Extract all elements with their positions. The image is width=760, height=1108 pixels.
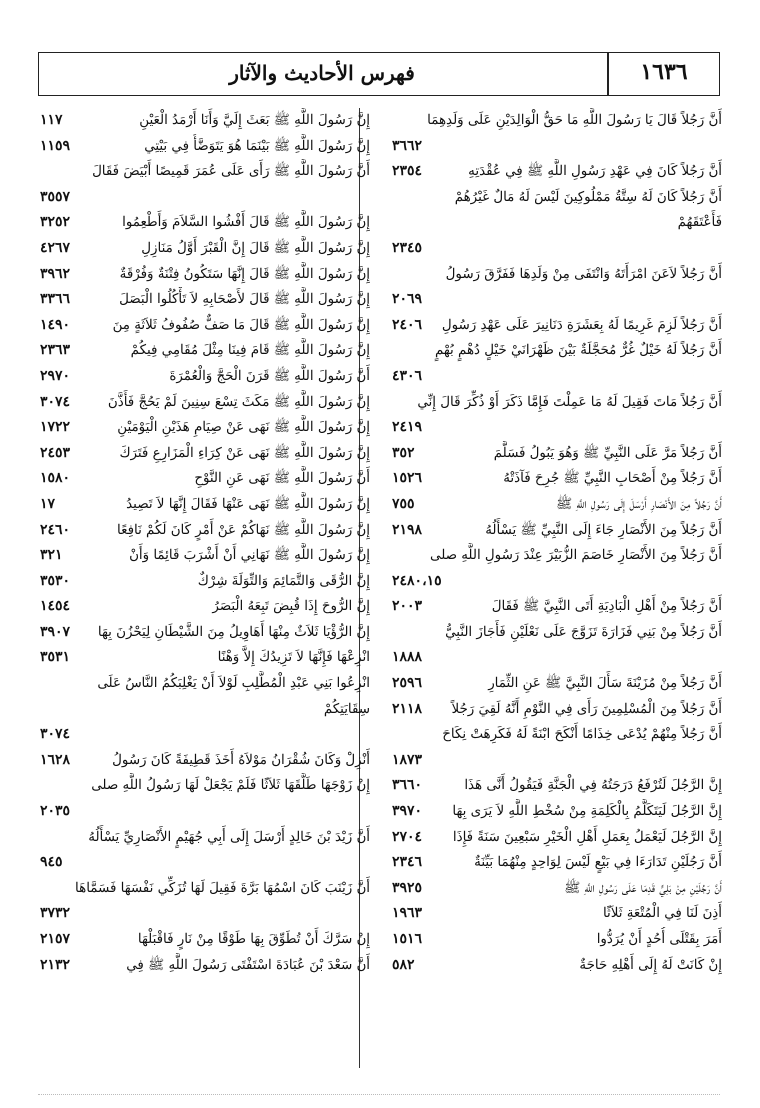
index-entry — [40, 415, 370, 441]
entry-text: أَنَّ رَجُلَيْنِ تَدَارَءَا فِي بَيْعٍ لَيْسَ لِوَاحِدٍ مِنْهُمَا بَيِّنَةٌ — [474, 855, 722, 871]
entry-text: أَنَّ رَجُلاً مِنَ الأَنْصَارِ خَاصَمَ الزُّبَيْرَ عِنْدَ رَسُولِ اللَّهِ صلى — [430, 548, 722, 564]
entry-number: ٢٣٤٥ — [392, 239, 423, 256]
entry-text: إِنَّ رَسُولَ اللَّهِ ﷺ نَهَى عَنْ صِيَامِ هَذَيْنِ الْيَوْمَيْنِ — [117, 420, 370, 436]
index-entry — [392, 773, 722, 799]
entry-text: إِنَّ رَسُولَ اللَّهِ ﷺ قَالَ إِنَّ الْقَبْرَ أَوَّلُ مَنَازِلِ — [141, 240, 370, 256]
index-entry — [392, 441, 722, 467]
entry-number: ٤٣٠٦ — [392, 367, 423, 384]
entry-number: ١٥٨٠ — [40, 470, 71, 487]
index-entry — [392, 390, 722, 441]
index-entry — [40, 876, 370, 927]
index-entry — [40, 953, 370, 979]
entry-number: ٢٠٣٥ — [40, 803, 71, 820]
index-entry — [40, 287, 370, 313]
index-entry — [392, 799, 722, 825]
index-entry — [40, 390, 370, 416]
entry-text: أَنَّ رَجُلاً مَاتَ فَقِيلَ لَهُ مَا عَمِلْتَ فَإِمَّا ذَكَرَ أَوْ ذُكِّرَ قَالَ إِنِّي — [417, 394, 722, 410]
entry-number: ٢٥٩٦ — [392, 675, 423, 692]
entry-text: أَنَّ رَجُلاً قَالَ يَا رَسُولَ اللَّهِ مَا حَقُّ الْوَالِدَيْنِ عَلَى وَلَدِهِمَا — [427, 113, 722, 128]
entry-text: أَنَّ رَسُولَ اللَّهِ ﷺ رَأَى عَلَى عُمَرَ قَمِيصًا أَبْيَضَ فَقَالَ — [92, 164, 370, 180]
entry-text: أَنَّ رَجُلاً مِنْهُمْ يُدْعَى خِذَامًا أَنْكَحَ ابْنَةً لَهُ فَكَرِهَتْ نِكَاحَ — [442, 727, 722, 743]
index-entry — [392, 185, 722, 262]
index-entry — [40, 262, 370, 288]
entry-number: ٣٥٥٧ — [40, 188, 71, 205]
header-divider — [607, 53, 609, 95]
entry-text: أَنَّ رَجُلاً كَانَ فِي عَهْدِ رَسُولِ اللَّهِ ﷺ فِي عُقْدَتِهِ — [468, 164, 722, 180]
index-entry — [40, 927, 370, 953]
entry-number: ٢٩٧٠ — [40, 367, 71, 384]
entry-text: أَنَّ رَجُلاً مِنْ بَنِي فَزَارَةَ تَزَوَّجَ عَلَى نَعْلَيْنِ فَأَجَازَ النَّبِيُّ — [445, 624, 722, 640]
index-entry — [40, 210, 370, 236]
entry-text: إِنَّ رَسُولَ اللَّهِ ﷺ قَامَ فِينَا مِثْلَ مُقَامِي فِيكُمْ — [130, 343, 370, 359]
entry-text: أَنَّ رَجُلاً مِنْ أَصْحَابِ النَّبِيِّ ﷺ جُرِحَ فَآذَتْهُ — [503, 471, 722, 487]
entry-text: أَنَّ رَجُلاً مِنَ الْمُسْلِمِينَ رَأَى فِي النَّوْمِ أَنَّهُ لَقِيَ رَجُلاً — [451, 701, 722, 717]
entry-text: أَنَّ رَجُلاً لَهُ خَيْلٌ غُرٌّ مُحَجَّلَةٌ بَيْنَ ظَهْرَانَيْ خَيْلٍ دُهْمٍ بُهْمٍ — [434, 343, 722, 359]
entry-number: ٣٠٧٤ — [40, 393, 71, 410]
index-entry — [40, 492, 370, 518]
entry-number: ١١٧ — [40, 112, 63, 128]
entry-number: ١٥١٦ — [392, 931, 423, 947]
entry-number: ٣٠٧٤ — [40, 726, 71, 743]
index-entry — [392, 927, 722, 953]
entry-number: ١٧ — [40, 495, 56, 512]
entry-number: ٥٨٢ — [392, 956, 415, 973]
entry-text: فَأَعْتَقَهُمْ — [677, 215, 722, 231]
left-column — [40, 108, 370, 1088]
entry-text: أَنَّ رَجُلَيْنِ مِنْ بَلِيٍّ قَدِمَا عَلَى رَسُولِ اللَّهِ ﷺ — [564, 880, 722, 896]
entry-number: ١٧٢٢ — [40, 419, 71, 436]
index-entry — [40, 466, 370, 492]
entry-text: إِنَّ رَسُولَ اللَّهِ ﷺ نَهَانِي أَنْ أَشْرَبَ قَائِمًا وَأَنْ — [129, 548, 370, 564]
entry-text: إِنَّ رَسُولَ اللَّهِ ﷺ بَعَثَ إِلَيَّ وَأَنَا أَرْمَدُ الْعَيْنِ — [139, 113, 370, 128]
entry-text: أَمَرَ بِقَتْلَى أُحُدٍ أَنْ يُرَدُّوا — [596, 932, 722, 947]
entry-number: ٣٧٣٢ — [40, 905, 71, 922]
entry-text: أَنَّ رَجُلاً لَزِمَ غَرِيمًا لَهُ بِعَشَرَةِ دَنَانِيرَ عَلَى عَهْدِ رَسُولِ — [441, 317, 722, 333]
index-entry — [40, 671, 370, 748]
entry-number: ٣٥٢ — [392, 444, 415, 461]
index-entry — [392, 518, 722, 544]
entry-text: إِنَّ رَسُولَ اللَّهِ ﷺ مَكَثَ تِسْعَ سِنِينَ لَمْ يَحُجَّ فَأَذَّنَ — [107, 394, 370, 410]
entry-number: ٧٥٥ — [392, 495, 415, 512]
entry-number: ٢٤٥٣ — [40, 444, 71, 461]
entry-number: ١١٥٩ — [40, 137, 71, 154]
entry-number: ٢١٣٢ — [40, 956, 71, 973]
index-entry — [40, 108, 370, 134]
entry-number: ٢١٥٧ — [40, 931, 71, 947]
index-entry — [40, 441, 370, 467]
index-entry — [392, 850, 722, 876]
entry-number: ٣٩٢٥ — [392, 879, 423, 896]
page-header — [38, 52, 720, 96]
entry-text: أَنَّ رَجُلاً مِنَ الأَنْصَارِ جَاءَ إِلَى النَّبِيِّ ﷺ يَسْأَلُهُ — [485, 522, 722, 538]
entry-number: ٢٣٥٤ — [392, 163, 423, 180]
entry-text: إِنْ سَرَّكَ أَنْ تُطَوِّقَ بِهَا طَوْقًا مِنْ نَارٍ فَاقْبَلْهَا — [137, 932, 370, 947]
index-entry — [392, 466, 722, 492]
entry-number: ٤٢٦٧ — [40, 239, 71, 256]
entry-number: ٣٦٦٠ — [392, 777, 423, 794]
entry-text: أَنَّ رَجُلاً مِنْ أَهْلِ الْبَادِيَةِ أَتَى النَّبِيَّ ﷺ فَقَالَ — [491, 599, 722, 615]
entry-text: إِنَّ الرُّقَى وَالتَّمَائِمَ وَالتِّوَلَةَ شِرْكٌ — [197, 573, 370, 589]
entry-number: ١٥٢٦ — [392, 470, 423, 487]
index-entry — [40, 364, 370, 390]
entry-text: انْزِعْهَا فَإِنَّهَا لاَ تَزِيدُكَ إِلاَّ وَهْنًا — [217, 650, 370, 666]
index-entry — [392, 901, 722, 927]
entry-number: ٢٠٦٩ — [392, 291, 423, 308]
index-entry — [392, 108, 722, 159]
entry-text: إِنَّ الرَّجُلَ لَتُرْفَعُ دَرَجَتُهُ فِي الْجَنَّةِ فَيَقُولُ أَنَّى هَذَا — [464, 778, 722, 794]
entry-text: إِنَّ الرُّوحَ إِذَا قُبِضَ تَبِعَهُ الْبَصَرُ — [212, 599, 370, 615]
entry-number: ٣٥٣١ — [40, 649, 71, 666]
index-entry — [392, 722, 722, 773]
index-entry — [40, 134, 370, 160]
entry-text: أَنَّ رَجُلاً مِنْ مُزَيْنَةَ سَأَلَ النَّبِيَّ ﷺ عَنِ الثِّمَارِ — [488, 676, 722, 692]
index-entry — [392, 492, 722, 518]
index-entry — [40, 825, 370, 876]
entry-number: ٢١٩٨ — [392, 521, 423, 538]
entry-number: ٣٢٥٢ — [40, 214, 71, 231]
entry-text: أَنَّ زَيْنَبَ كَانَ اسْمُهَا بَرَّةَ فَقِيلَ لَهَا تُزَكِّي نَفْسَهَا فَسَمَّاهَا — [75, 880, 370, 896]
entry-text: أَنَّ رَجُلاً كَانَ لَهُ سِتَّةُ مَمْلُوكِينَ لَيْسَ لَهُ مَالٌ غَيْرُهُمْ — [454, 189, 722, 205]
index-entry — [392, 697, 722, 723]
index-entry — [40, 313, 370, 339]
entry-number: ٢٤٠٦ — [392, 316, 423, 333]
entry-number: ١٨٧٣ — [392, 751, 423, 768]
entry-number: ٣٢١ — [40, 547, 63, 564]
index-entry — [392, 620, 722, 671]
index-entry — [40, 645, 370, 671]
entry-number: ٣٩٧٠ — [392, 803, 423, 820]
entry-number: ٣٩٠٧ — [40, 623, 71, 640]
entry-text: إِنَّ رَسُولَ اللَّهِ ﷺ قَالَ لأَصْحَابِهِ لاَ تَأْكُلُوا الْبَصَلَ — [119, 292, 370, 308]
entry-text: إِنْ زَوْجَهَا طَلَّقَهَا ثَلاَثًا فَلَمْ يَجْعَلْ لَهَا رَسُولُ اللَّهِ صلى — [91, 778, 370, 794]
index-entry — [40, 569, 370, 595]
index-entry — [392, 338, 722, 389]
entry-text: إِنَّ الرُّؤْيَا ثَلاَثٌ مِنْهَا أَهَاوِيلُ مِنَ الشَّيْطَانِ لِيَحْزُنَ بِهَا — [97, 624, 370, 640]
entry-number: ٣٥٣٠ — [40, 572, 71, 589]
entry-text: إِنَّ رَسُولَ اللَّهِ ﷺ نَهَى عَنْ كِرَاءِ الْمَزَارِعِ فَتَرَكَ — [119, 445, 370, 461]
entry-number: ١٦٢٨ — [40, 751, 71, 768]
index-entry — [40, 773, 370, 824]
entry-text: أَنَّ رَسُولَ اللَّهِ ﷺ قَرَنَ الْحَجَّ وَالْعُمْرَةَ — [169, 368, 370, 384]
index-entry — [40, 543, 370, 569]
entry-text: أَنَّ رَجُلاً مَرَّ عَلَى النَّبِيِّ ﷺ وَهُوَ يَبُولُ فَسَلَّمَ — [493, 445, 722, 461]
index-entry — [40, 236, 370, 262]
index-entry — [392, 953, 722, 979]
entry-text: إِنَّ رَسُولَ اللَّهِ ﷺ نَهَى عَنْهَا فَقَالَ إِنَّهَا لاَ تَصِيدُ — [126, 496, 370, 512]
index-entry — [40, 748, 370, 774]
entry-text: أَذِنَ لَنَا فِي الْمُتْعَةِ ثَلاَثًا — [602, 906, 722, 922]
index-entry — [392, 825, 722, 851]
index-entry — [40, 159, 370, 210]
entry-text: إِنَّ رَسُولَ اللَّهِ ﷺ قَالَ أَفْشُوا السَّلاَمَ وَأَطْعِمُوا — [122, 215, 370, 231]
index-entry — [392, 262, 722, 313]
entry-text: إِنَّ الرَّجُلَ لَيَعْمَلُ بِعَمَلِ أَهْلِ الْخَيْرِ سَبْعِينَ سَنَةً فَإِذَا — [452, 829, 722, 845]
page-number: ١٦٣٦ — [640, 59, 688, 85]
index-columns — [40, 108, 722, 1088]
entry-text: انْزِعُوا بَنِي عَبْدِ الْمُطَّلِبِ لَوْلاَ أَنْ يَغْلِبَكُمُ النَّاسُ عَلَى — [97, 676, 370, 692]
entry-text: أَنَّ زَيْدَ بْنَ خَالِدٍ أَرْسَلَ إِلَى أَبِي جُهَيْمٍ الأَنْصَارِيِّ يَسْأَلُهُ — [88, 829, 370, 845]
index-entry — [392, 159, 722, 185]
entry-number: ٢٣٤٦ — [392, 854, 423, 871]
index-entry — [392, 313, 722, 339]
entry-number: ٢٣٦٣ — [40, 342, 71, 359]
entry-number: ٩٤٥ — [40, 854, 63, 871]
entry-text: إِنْ كَانَتْ لَهُ إِلَى أَهْلِهِ حَاجَةٌ — [579, 957, 722, 973]
bottom-border — [38, 1094, 720, 1095]
index-entry — [40, 518, 370, 544]
index-entry — [392, 671, 722, 697]
entry-number: ٣٦٦٢ — [392, 137, 423, 154]
entry-number: ٢٤١٩ — [392, 419, 423, 436]
entry-number: ٢٤٦٠ — [40, 521, 71, 538]
entry-text: أَنْزِلْ وَكَانَ شُقْرَانُ مَوْلاَهُ أَخَذَ قَطِيفَةً كَانَ رَسُولُ — [112, 752, 370, 768]
right-column — [392, 108, 722, 1088]
entry-number: ٢١١٨ — [392, 700, 423, 717]
index-entry — [392, 543, 722, 594]
entry-text: أَنَّ رَجُلاً مِنَ الأَنْصَارِ أَرْسَلَ إِلَى رَسُولِ اللَّهِ ﷺ — [556, 496, 722, 512]
entry-number: ١٨٨٨ — [392, 649, 423, 666]
entry-number: ٢٠٠٣ — [392, 598, 423, 615]
entry-text: إِنَّ رَسُولَ اللَّهِ ﷺ بَيْنَمَا هُوَ يَتَوَضَّأُ فِي بَيْتِي — [144, 138, 370, 154]
entry-text: إِنَّ الرَّجُلَ لَيَتَكَلَّمُ بِالْكَلِمَةِ مِنْ سُخْطِ اللَّهِ لاَ يَرَى بِهَا — [452, 804, 722, 820]
entry-number: ١٤٩٠ — [40, 316, 71, 333]
entry-number: ٣٩٦٢ — [40, 265, 71, 282]
page-title: فهرس الأحاديث والآثار — [229, 61, 415, 85]
index-entry — [40, 594, 370, 620]
index-entry — [40, 620, 370, 646]
entry-text: إِنَّ رَسُولَ اللَّهِ ﷺ قَالَ مَا صَفٌّ صُفُوفُ ثَلاَثَةٍ مِنَ — [112, 317, 370, 333]
index-entry — [392, 876, 722, 902]
entry-text: أَنَّ رَسُولَ اللَّهِ ﷺ نَهَى عَنِ النَّوْحِ — [194, 471, 370, 487]
entry-number: ٣٣٦٦ — [40, 291, 71, 308]
entry-text: أَنَّ رَجُلاً لاَعَنَ امْرَأَتَهُ وَانْتَفَى مِنْ وَلَدِهَا فَفَرَّقَ رَسُولُ — [445, 266, 722, 282]
entry-number: ١٩٦٣ — [392, 905, 423, 922]
entry-text: أَنَّ سَعْدَ بْنَ عُبَادَةَ اسْتَفْتَى رَسُولَ اللَّهِ ﷺ فِي — [126, 957, 370, 973]
entry-number: ٢٤٨٠،١٥ — [392, 572, 442, 589]
index-entry — [40, 338, 370, 364]
entry-text: سِقَايَتِكُمْ — [323, 701, 370, 717]
entry-number: ١٤٥٤ — [40, 598, 71, 615]
entry-text: إِنَّ رَسُولَ اللَّهِ ﷺ قَالَ إِنَّهَا سَتَكُونُ فِتْنَةٌ وَفُرْقَةٌ — [119, 266, 370, 282]
entry-number: ٢٧٠٤ — [392, 828, 423, 845]
entry-text: إِنَّ رَسُولَ اللَّهِ ﷺ نَهَاكُمْ عَنْ أَمْرٍ كَانَ لَكُمْ نَافِعًا — [117, 522, 370, 538]
index-entry — [392, 594, 722, 620]
